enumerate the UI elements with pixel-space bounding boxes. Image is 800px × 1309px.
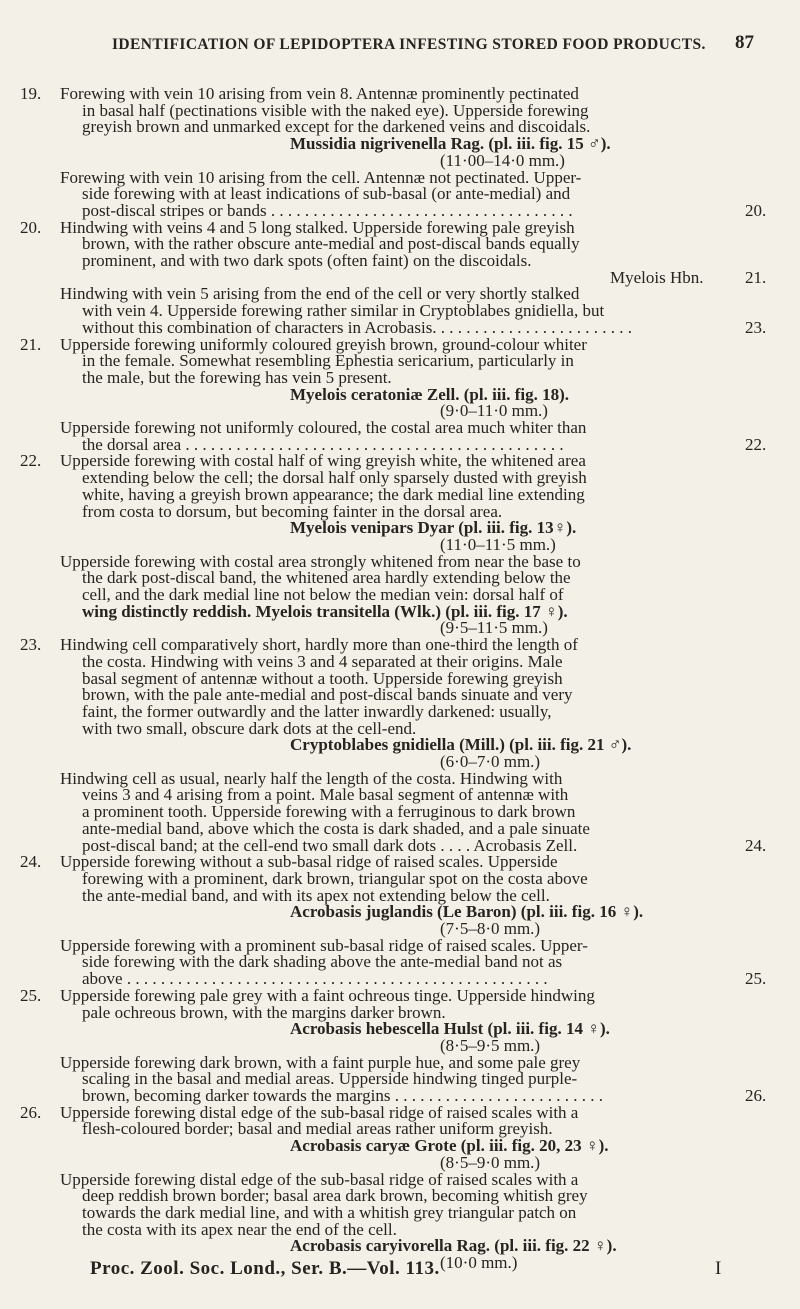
page-footer — [0, 1258, 800, 1288]
text-line: (8·5–9·0 mm.) — [440, 1152, 541, 1172]
text-line: Upperside forewing with a prominent sub-basal ridge of raised scales. Upper- — [60, 935, 588, 955]
couplet-number: 20. — [20, 217, 42, 237]
text-line: towards the dark medial line, and with a whitish grey triangular patch on — [82, 1202, 577, 1222]
text-line: Acrobasis caryæ Grote (pl. iii. fig. 20, 23 ♀). — [290, 1136, 609, 1156]
text-line: Forewing with vein 10 arising from vein 8. Antennæ prominently pectinated — [60, 84, 579, 103]
text-line: (9·5–11·5 mm.) — [440, 618, 548, 638]
text-line: cell, and the dark medial line not below the median vein: dorsal half of — [82, 585, 564, 604]
text-line: the male, but the forewing has vein 5 present. — [82, 367, 392, 387]
text-line: ante-medial band, above which the costa is dark shaded, and a pale sinuate — [82, 818, 590, 838]
running-title: IDENTIFICATION OF LEPIDOPTERA INFESTING STORED FOOD PRODUCTS. — [112, 36, 706, 53]
text-line: brown, becoming darker towards the margins . . . . . . . . . . . . . . . . . . . . . . . . . — [82, 1086, 603, 1105]
text-line: faint, the former outwardly and the latter inwardly darkened: usually, — [82, 701, 552, 721]
couplet-number: 25. — [20, 985, 42, 1005]
text-line: Upperside forewing without a sub-basal ridge of raised scales. Upperside — [60, 852, 558, 872]
text-line: Hindwing cell as usual, nearly half the length of the costa. Hindwing with — [60, 768, 563, 788]
text-line: brown, with the pale ante-medial and post-discal bands sinuate and very — [82, 685, 573, 705]
lead-reference: 26. — [745, 1086, 767, 1105]
lead-reference: 20. — [745, 200, 767, 220]
text-line: Myelois ceratoniæ Zell. (pl. iii. fig. 18). — [290, 384, 570, 404]
text-line: Upperside forewing uniformly coloured greyish brown, ground-colour whiter — [60, 334, 587, 354]
text-line: Upperside forewing not uniformly coloured, the costal area much whiter than — [60, 418, 587, 437]
text-line: Upperside forewing dark brown, with a faint purple hue, and some pale grey — [60, 1052, 581, 1072]
text-line: Cryptoblabes gnidiella (Mill.) (pl. iii. fig. 21 ♂). — [290, 735, 632, 755]
signature-mark: I — [715, 1258, 722, 1279]
lead-reference: 22. — [745, 434, 767, 454]
text-line: Hindwing with vein 5 arising from the end of the cell or very shortly stalked — [60, 284, 580, 304]
text-line: Forewing with vein 10 arising from the cell. Antennæ not pectinated. Upper- — [60, 167, 582, 187]
text-line: Myelois Hbn. — [610, 267, 704, 287]
journal-citation: Proc. Zool. Soc. Lond., Ser. B.—Vol. 113. — [90, 1258, 440, 1279]
text-line: from costa to dorsum, but becoming fainter in the dorsal area. — [82, 501, 503, 521]
text-line: extending below the cell; the dorsal half only sparsely dusted with greyish — [82, 468, 587, 488]
text-line: post-discal band; at the cell-end two small dark dots . . . . Acrobasis Zell. — [82, 835, 578, 855]
text-line: veins 3 and 4 arising from a point. Male basal segment of antennæ with — [82, 785, 569, 805]
lead-reference: 24. — [745, 835, 767, 855]
text-line: with vein 4. Upperside forewing rather similar in Cryptoblabes gnidiella, but — [82, 301, 605, 321]
text-line: Upperside forewing pale grey with a faint ochreous tinge. Upperside hindwing — [60, 985, 595, 1005]
text-line: Acrobasis hebescella Hulst (pl. iii. fig. 14 ♀). — [290, 1019, 610, 1039]
lead-reference: 25. — [745, 969, 767, 989]
text-line: prominent, and with two dark spots (often faint) on the discoidals. — [82, 251, 532, 270]
text-line: white, having a greyish brown appearance; the dark medial line extending — [82, 484, 585, 504]
text-line: Acrobasis caryivorella Rag. (pl. iii. fig. 22 ♀). — [290, 1236, 617, 1256]
lead-reference: 23. — [745, 317, 767, 337]
text-line: the dorsal area . . . . . . . . . . . . . . . . . . . . . . . . . . . . . . . . . . . . . . . . . . . . . — [82, 434, 564, 454]
text-line: Upperside forewing distal edge of the sub-basal ridge of raised scales with a — [60, 1169, 579, 1189]
text-line: the ante-medial band, and with its apex not extending below the cell. — [82, 885, 550, 905]
text-line: Upperside forewing with costal half of wing greyish white, the whitened area — [60, 451, 586, 471]
couplet-number: 21. — [20, 334, 42, 354]
text-line: in basal half (pectinations visible with the naked eye). Upperside forewing — [82, 100, 589, 120]
text-line: wing distinctly reddish. Myelois transitella (Wlk.) (pl. iii. fig. 17 ♀). — [82, 601, 568, 621]
text-line: scaling in the basal and medial areas. Upperside hindwing tinged purple- — [82, 1069, 578, 1089]
text-line: (9·0–11·0 mm.) — [440, 401, 548, 421]
page-number: 87 — [735, 32, 754, 53]
text-line: brown, with the rather obscure ante-medial and post-discal bands equally — [82, 234, 580, 254]
text-line: basal segment of antennæ without a tooth. Upperside forewing greyish — [82, 668, 563, 688]
text-line: in the female. Somewhat resembling Ephestia sericarium, particularly in — [82, 351, 574, 371]
text-line: the dark post-discal band, the whitened area hardly extending below the — [82, 568, 571, 588]
text-line: Hindwing with veins 4 and 5 long stalked. Upperside forewing pale greyish — [60, 217, 575, 237]
couplet-number: 19. — [20, 84, 42, 103]
text-line: Upperside forewing with costal area strongly whitened from near the base to — [60, 551, 581, 571]
text-line: the costa with its apex near the end of the cell. — [82, 1219, 397, 1239]
text-line: (11·0–11·5 mm.) — [440, 534, 556, 554]
couplet-number: 23. — [20, 635, 42, 655]
text-line: pale ochreous brown, with the margins darker brown. — [82, 1002, 446, 1022]
text-line: deep reddish brown border; basal area dark brown, becoming whitish grey — [82, 1186, 588, 1206]
text-line: the costa. Hindwing with veins 3 and 4 separated at their origins. Male — [82, 651, 563, 671]
text-line: a prominent tooth. Upperside forewing with a ferruginous to dark brown — [82, 802, 576, 822]
text-line: flesh-coloured border; basal and medial areas rather uniform greyish. — [82, 1119, 553, 1139]
text-line: with two small, obscure dark dots at the cell-end. — [82, 718, 417, 738]
text-line: (7·5–8·0 mm.) — [440, 919, 541, 938]
couplet-number: 24. — [20, 852, 42, 872]
text-line: greyish brown and unmarked except for the darkened veins and discoidals. — [82, 117, 591, 137]
couplet-number: 22. — [20, 451, 42, 471]
page-header — [0, 30, 800, 60]
text-line: post-discal stripes or bands . . . . . . . . . . . . . . . . . . . . . . . . . . . . . . . . . . . . — [82, 200, 573, 220]
couplet-number: 26. — [20, 1102, 42, 1122]
lead-reference: 21. — [745, 267, 767, 287]
text-line: Upperside forewing distal edge of the sub-basal ridge of raised scales with a — [60, 1102, 579, 1122]
text-line: Acrobasis juglandis (Le Baron) (pl. iii. fig. 16 ♀). — [290, 902, 644, 922]
text-line: without this combination of characters in Acrobasis. . . . . . . . . . . . . . . . . . . . . . . . — [82, 317, 633, 337]
text-line: (11·00–14·0 mm.) — [440, 150, 565, 170]
text-line: above . . . . . . . . . . . . . . . . . . . . . . . . . . . . . . . . . . . . . . . . . . . . . . . . . . — [82, 969, 548, 989]
text-line: Hindwing cell comparatively short, hardly more than one-third the length of — [60, 635, 578, 655]
text-line: side forewing with at least indications of sub-basal (or ante-medial) and — [82, 184, 571, 204]
text-line: Mussidia nigrivenella Rag. (pl. iii. fig. 15 ♂). — [290, 134, 611, 154]
text-line: side forewing with the dark shading above the ante-medial band not as — [82, 952, 563, 972]
text-line: (10·0 mm.) — [440, 1253, 518, 1272]
text-line: (6·0–7·0 mm.) — [440, 752, 541, 771]
text-line: forewing with a prominent, dark brown, triangular spot on the costa above — [82, 868, 588, 888]
text-line: (8·5–9·5 mm.) — [440, 1035, 541, 1055]
text-line: Myelois venipars Dyar (pl. iii. fig. 13♀). — [290, 518, 577, 538]
